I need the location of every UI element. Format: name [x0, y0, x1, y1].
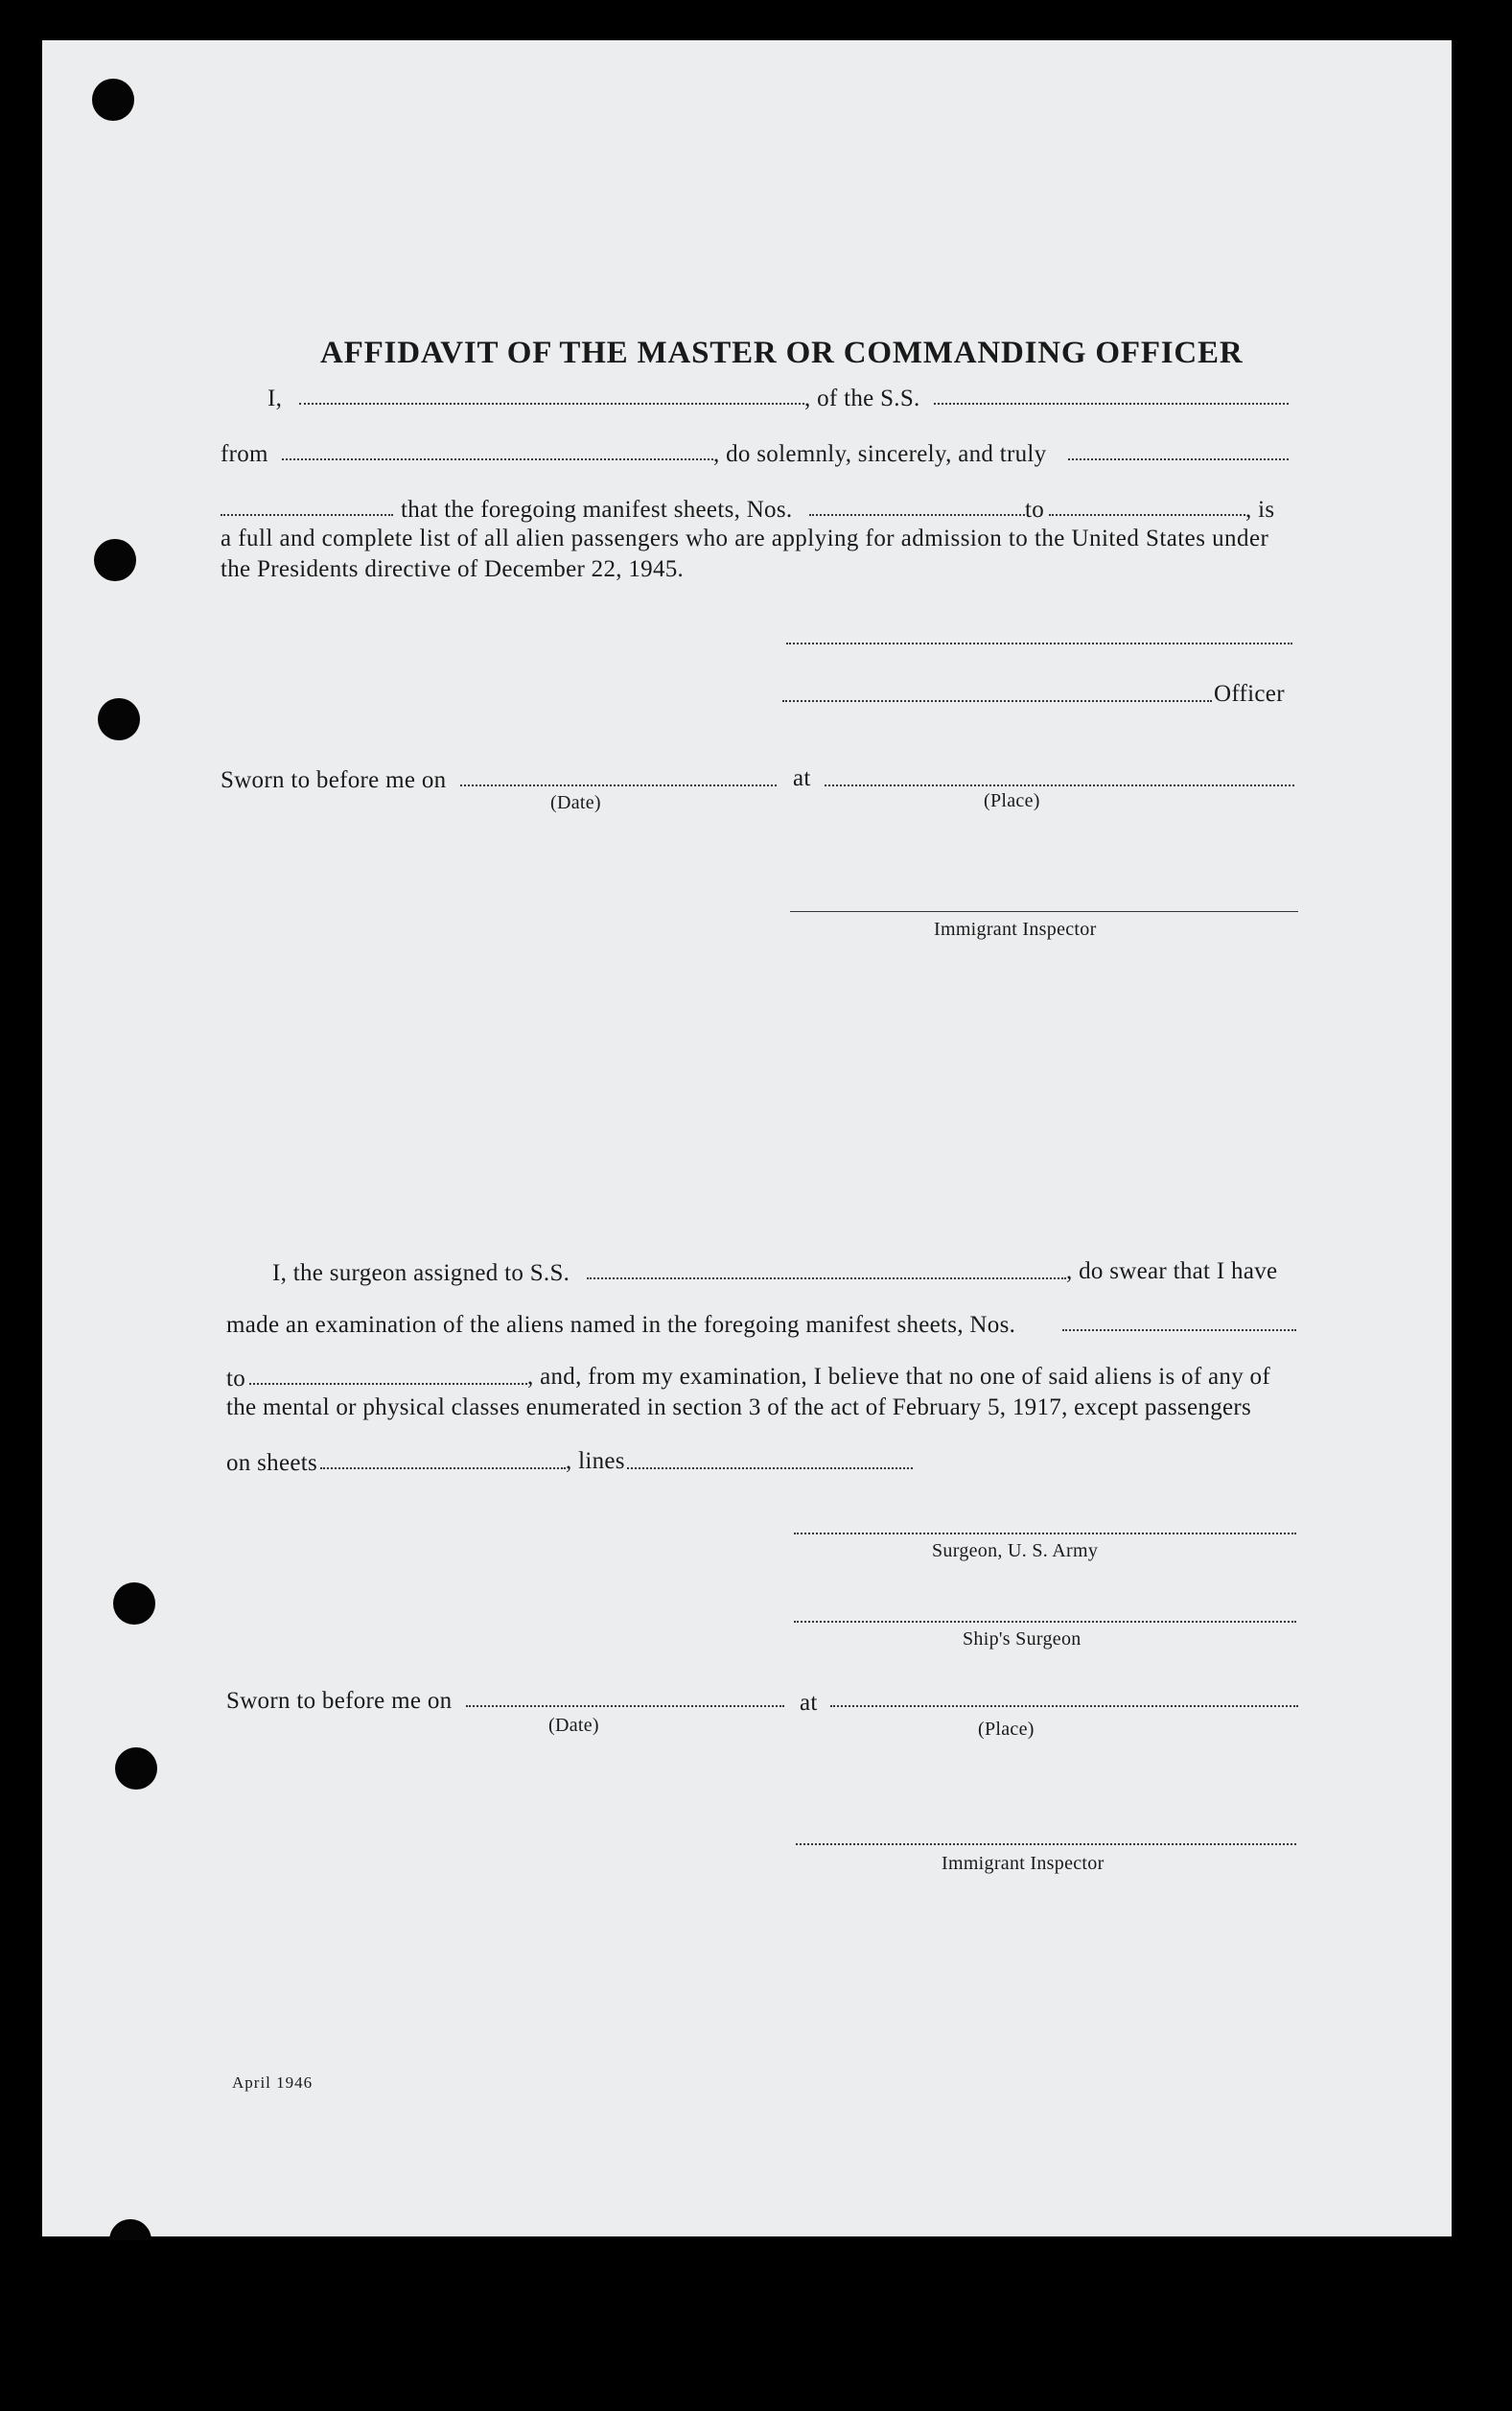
- ships-surgeon-signature-field[interactable]: [794, 1621, 1296, 1623]
- master-sworn-date-field[interactable]: [460, 784, 777, 786]
- punch-hole: [92, 79, 134, 121]
- punch-hole: [115, 1747, 157, 1790]
- master-line5: the Presidents directive of December 22, 1945.: [221, 556, 685, 582]
- surgeon-inspector-label: Immigrant Inspector: [942, 1853, 1105, 1874]
- master-line3-manifest: that the foregoing manifest sheets, Nos.: [401, 497, 793, 523]
- master-place-caption: (Place): [984, 790, 1040, 811]
- oath-field[interactable]: [1068, 458, 1289, 460]
- master-line2-swear: , do solemnly, sincerely, and truly: [713, 441, 1047, 467]
- exception-sheets-field[interactable]: [320, 1467, 566, 1469]
- punch-hole: [94, 539, 136, 581]
- officer-label: Officer: [1214, 681, 1285, 707]
- surgeon-sheet-to-field[interactable]: [249, 1383, 527, 1385]
- army-surgeon-signature-field[interactable]: [794, 1533, 1296, 1534]
- army-surgeon-label: Surgeon, U. S. Army: [932, 1540, 1099, 1561]
- surgeon-line3-rest: , and, from my examination, I believe that no one of said aliens is of any of: [527, 1364, 1270, 1390]
- exception-lines-field[interactable]: [627, 1467, 913, 1469]
- form-page: [42, 40, 1452, 2236]
- master-line3-to: to: [1025, 497, 1045, 523]
- master-line4: a full and complete list of all alien passengers who are applying for admission to the United States under: [221, 526, 1269, 551]
- form-date-footer: April 1946: [232, 2073, 314, 2092]
- master-sworn-place-field[interactable]: [825, 784, 1294, 786]
- master-at-label: at: [793, 765, 811, 791]
- master-line2-from: from: [221, 441, 268, 467]
- officer-title-field[interactable]: [782, 700, 1212, 702]
- surgeon-date-caption: (Date): [548, 1715, 599, 1736]
- master-sworn-label: Sworn to before me on: [221, 767, 447, 793]
- sheet-from-field[interactable]: [809, 514, 1025, 516]
- form-title: AFFIDAVIT OF THE MASTER OR COMMANDING OFFICER: [320, 336, 1244, 370]
- surgeon-line4: the mental or physical classes enumerated in section 3 of the act of February 5, 1917, except passengers: [226, 1394, 1252, 1420]
- master-line1-i: I,: [268, 386, 283, 411]
- ship-name-field[interactable]: [934, 403, 1289, 405]
- master-line1-of: , of the S.S.: [804, 386, 920, 411]
- surgeon-sworn-place-field[interactable]: [830, 1705, 1298, 1707]
- port-field[interactable]: [282, 458, 713, 460]
- master-date-caption: (Date): [550, 792, 601, 813]
- surgeon-at-label: at: [800, 1690, 818, 1716]
- surgeon-line1-b: , do swear that I have: [1066, 1258, 1278, 1284]
- sheet-to-field[interactable]: [1049, 514, 1245, 516]
- surgeon-line1-a: I, the surgeon assigned to S.S.: [272, 1260, 570, 1286]
- surgeon-line5-lines: , lines: [566, 1448, 625, 1474]
- surgeon-line2: made an examination of the aliens named in the foregoing manifest sheets, Nos.: [226, 1312, 1016, 1338]
- surgeon-place-caption: (Place): [978, 1719, 1035, 1740]
- punch-hole: [113, 1582, 155, 1625]
- master-name-field[interactable]: [299, 403, 804, 405]
- surgeon-inspector-signature-field[interactable]: [796, 1843, 1296, 1845]
- surgeon-sworn-date-field[interactable]: [466, 1705, 784, 1707]
- surgeon-sheet-from-field[interactable]: [1062, 1329, 1296, 1331]
- surgeon-line3-to: to: [226, 1366, 246, 1392]
- master-inspector-signature-field[interactable]: [790, 911, 1298, 912]
- ships-surgeon-label: Ship's Surgeon: [963, 1628, 1082, 1650]
- punch-hole: [98, 698, 140, 740]
- surgeon-ship-field[interactable]: [587, 1277, 1066, 1279]
- punch-hole: [109, 2219, 151, 2240]
- master-line3-is: , is: [1245, 497, 1275, 523]
- oath-continue-field[interactable]: [221, 514, 393, 516]
- master-inspector-label: Immigrant Inspector: [934, 919, 1097, 940]
- surgeon-line5-sheets: on sheets: [226, 1450, 318, 1476]
- surgeon-sworn-label: Sworn to before me on: [226, 1688, 453, 1714]
- officer-signature-field[interactable]: [786, 643, 1292, 644]
